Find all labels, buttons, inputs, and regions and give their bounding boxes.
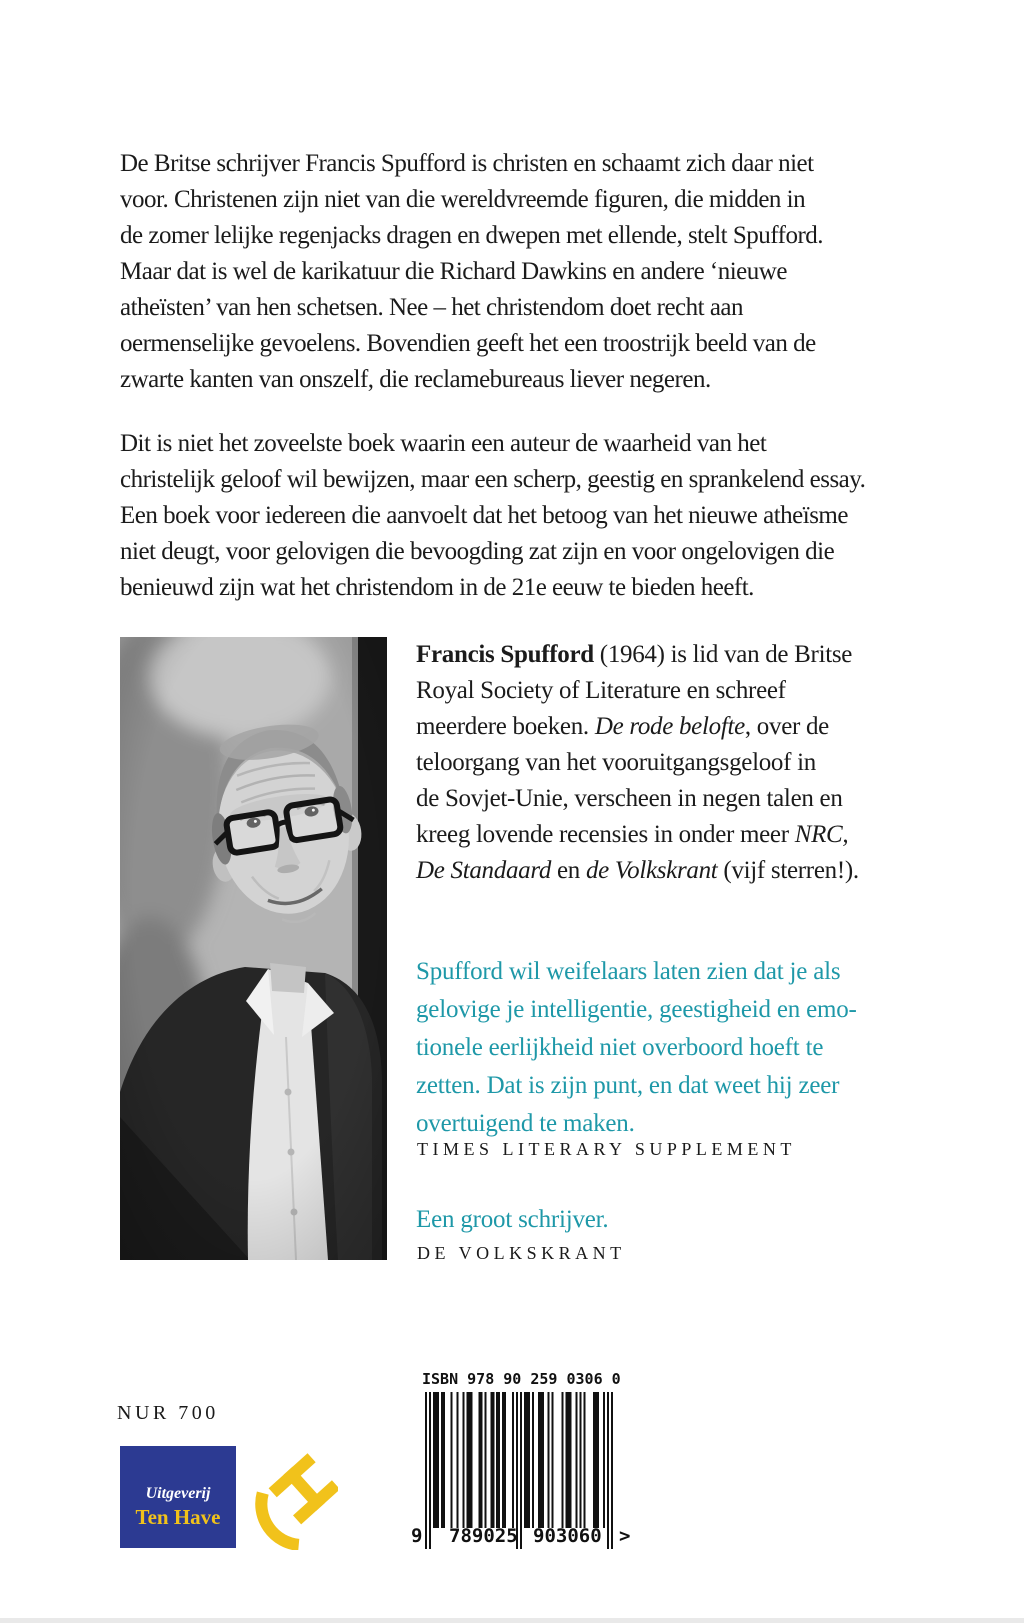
text-line: zetten. Dat is zijn punt, en dat weet hij zeer xyxy=(416,1072,840,1099)
text-line: Maar dat is wel de karikatuur die Richard Dawkins en andere ‘nieuwe xyxy=(120,258,787,285)
text-line: Francis Spufford (1964) is lid van de Britse xyxy=(416,641,853,668)
blurb-paragraph-1 xyxy=(120,146,823,398)
text-line: niet deugt, voor gelovigen die bevoogding zat zijn en voor ongelovigen die xyxy=(120,538,835,565)
ean-digit-group1: 789025 xyxy=(449,1525,518,1547)
text-line: gelovige je intelligentie, geestigheid en emo- xyxy=(416,996,857,1023)
text-line: christelijk geloof wil bewijzen, maar een scherp, geestig en sprankelend essay. xyxy=(120,466,866,493)
text-line: De Standaard en de Volkskrant (vijf sterren!). xyxy=(416,857,859,884)
author-bio xyxy=(416,637,859,889)
text-line: Spufford wil weifelaars laten zien dat je als xyxy=(416,958,841,985)
ean-trail-arrow: > xyxy=(619,1525,631,1547)
text-line: De Britse schrijver Francis Spufford is christen en schaamt zich daar niet xyxy=(120,150,814,177)
text-line: voor. Christenen zijn niet van die wereldvreemde figuren, die midden in xyxy=(120,186,806,213)
ean-digit-group2: 903060 xyxy=(533,1525,602,1547)
text-line: Een groot schrijver. xyxy=(416,1206,609,1233)
text-line: kreeg lovende recensies in onder meer NRC, xyxy=(416,821,849,848)
review-source-tls: TIMES LITERARY SUPPLEMENT xyxy=(417,1139,796,1159)
publisher-logo xyxy=(120,1446,236,1548)
text-line: overtuigend te maken. xyxy=(416,1110,635,1137)
text-line: de zomer lelijke regenjacks dragen en dwepen met ellende, stelt Spufford. xyxy=(120,222,824,249)
text-line: Een boek voor iedereen die aanvoelt dat het betoog van het nieuwe atheïsme xyxy=(120,502,848,529)
text-line: oermenselijke gevoelens. Bovendien geeft het een troostrijk beeld van de xyxy=(120,330,816,357)
text-line: benieuwd zijn wat het christendom in de 21e eeuw te bieden heeft. xyxy=(120,574,754,601)
review-quote-tls xyxy=(416,953,857,1143)
text-line: Royal Society of Literature en schreef xyxy=(416,677,786,704)
author-photo xyxy=(120,637,387,1260)
review-quote-volkskrant xyxy=(416,1201,608,1239)
ean-digit-lead: 9 xyxy=(411,1525,423,1547)
publisher-name-prefix: Uitgeverij xyxy=(145,1485,211,1502)
ten-have-mark-icon xyxy=(252,1450,338,1550)
text-line: tionele eerlijkheid niet overboord hoeft te xyxy=(416,1034,824,1061)
blurb-paragraph-2 xyxy=(120,426,865,606)
text-line: zwarte kanten van onszelf, die reclamebureaus liever negeren. xyxy=(120,366,711,393)
text-line: de Sovjet-Unie, verscheen in negen talen en xyxy=(416,785,843,812)
ean-barcode xyxy=(411,1368,647,1550)
text-line: teloorgang van het vooruitgangsgeloof in xyxy=(416,749,816,776)
text-line: meerdere boeken. De rode belofte, over de xyxy=(416,713,829,740)
page-bottom-edge xyxy=(0,1618,1024,1623)
text-line: atheïsten’ van hen schetsen. Nee – het christendom doet recht aan xyxy=(120,294,744,321)
publisher-name: Ten Have xyxy=(135,1505,221,1529)
text-line: Dit is niet het zoveelste boek waarin een auteur de waarheid van het xyxy=(120,430,767,457)
isbn-label: ISBN 978 90 259 0306 0 xyxy=(422,1370,621,1388)
review-source-volkskrant: DE VOLKSKRANT xyxy=(417,1243,626,1263)
nur-code: NUR 700 xyxy=(117,1402,219,1424)
